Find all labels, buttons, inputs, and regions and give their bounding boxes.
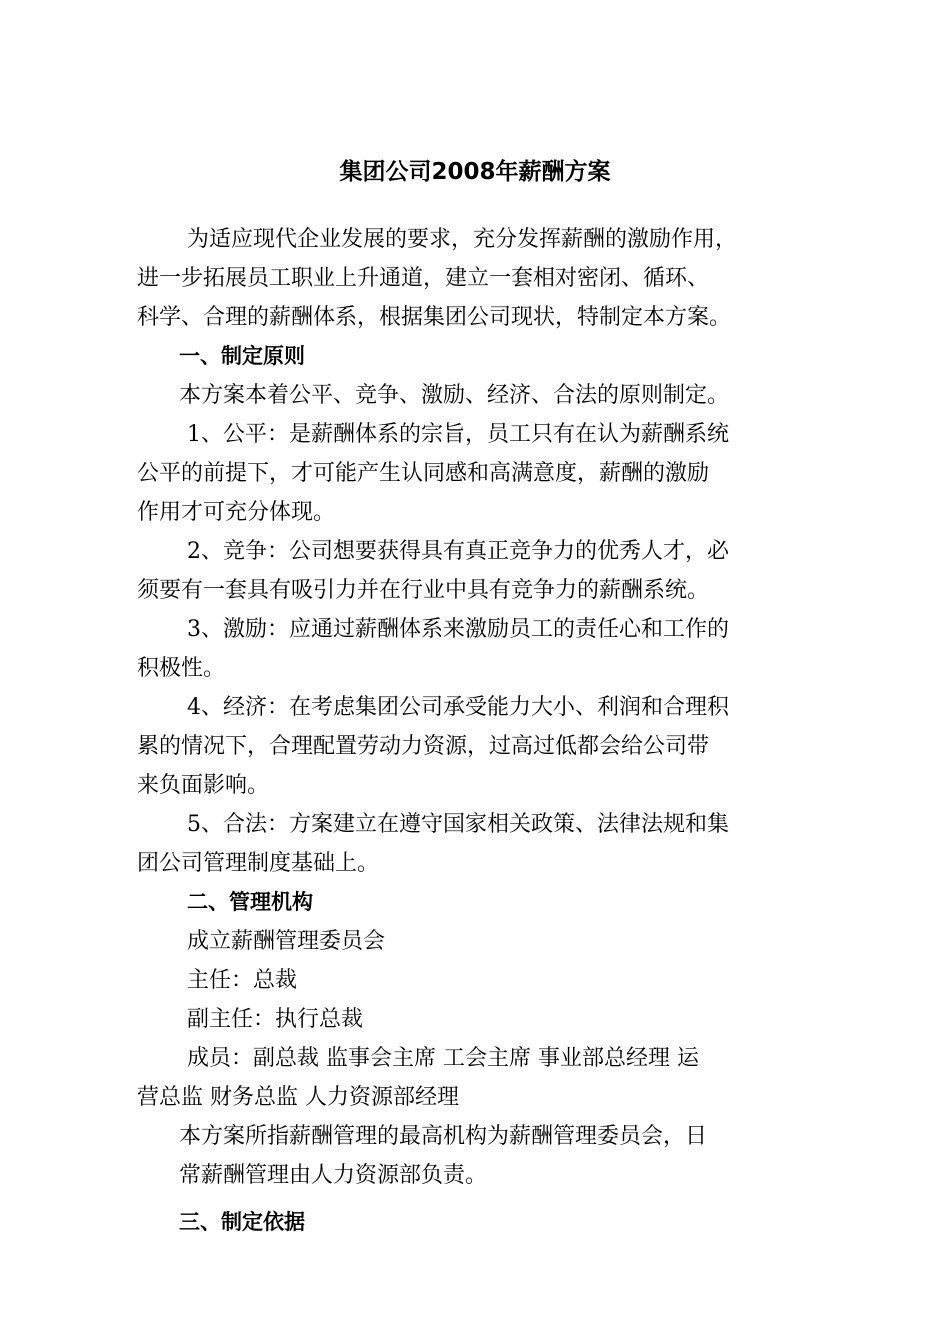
director-line: 主任：总裁 bbox=[187, 968, 298, 993]
intro-paragraph bbox=[137, 220, 827, 337]
text-line: 3、激励：应通过薪酬体系来激励员工的责任心和工作的 bbox=[187, 617, 729, 642]
principle-fairness bbox=[137, 415, 827, 532]
principle-intro: 本方案本着公平、竞争、激励、经济、合法的原则制定。 bbox=[179, 383, 730, 408]
text-line: 为适应现代企业发展的要求，充分发挥薪酬的激励作用， bbox=[187, 227, 738, 252]
document-body bbox=[137, 220, 827, 1242]
text-line: 常薪酬管理由人力资源部负责。 bbox=[179, 1163, 488, 1188]
committee-line: 成立薪酬管理委员会 bbox=[187, 929, 386, 954]
principle-economy bbox=[137, 688, 827, 805]
text-line: 来负面影响。 bbox=[137, 773, 270, 798]
text-line: 成员：副总裁 监事会主席 工会主席 事业部总经理 运 bbox=[187, 1046, 699, 1071]
text-line: 营总监 财务总监 人力资源部经理 bbox=[137, 1085, 459, 1110]
text-line: 作用才可充分体现。 bbox=[137, 500, 336, 525]
document-title: 集团公司2008年薪酬方案 bbox=[339, 159, 611, 185]
text-line: 1、公平：是薪酬体系的宗旨，员工只有在认为薪酬系统 bbox=[187, 422, 729, 447]
members-paragraph bbox=[137, 1039, 827, 1117]
section-heading-2: 二、管理机构 bbox=[187, 890, 313, 914]
text-line: 团公司管理制度基础上。 bbox=[137, 851, 380, 876]
text-line: 4、经济：在考虑集团公司承受能力大小、利润和合理积 bbox=[187, 695, 729, 720]
section-heading-1: 一、制定原则 bbox=[179, 344, 305, 368]
text-line: 进一步拓展员工职业上升通道，建立一套相对密闭、循环、 bbox=[137, 266, 710, 291]
text-line: 科学、合理的薪酬体系，根据集团公司现状，特制定本方案。 bbox=[137, 305, 732, 330]
authority-paragraph bbox=[137, 1117, 827, 1195]
text-line: 本方案所指薪酬管理的最高机构为薪酬管理委员会，日 bbox=[179, 1124, 708, 1149]
text-line: 累的情况下，合理配置劳动力资源，过高过低都会给公司带 bbox=[137, 734, 710, 759]
text-line: 公平的前提下，才可能产生认同感和高满意度，薪酬的激励 bbox=[137, 461, 710, 486]
text-line: 5、合法：方案建立在遵守国家相关政策、法律法规和集 bbox=[187, 812, 729, 837]
principle-legality bbox=[137, 805, 827, 883]
section-heading-3: 三、制定依据 bbox=[179, 1210, 305, 1234]
text-line: 2、竞争：公司想要获得具有真正竞争力的优秀人才，必 bbox=[187, 539, 729, 564]
text-line: 须要有一套具有吸引力并在行业中具有竞争力的薪酬系统。 bbox=[137, 578, 710, 603]
principle-incentive bbox=[137, 610, 827, 688]
text-line: 积极性。 bbox=[137, 656, 226, 681]
vice-director-line: 副主任：执行总裁 bbox=[187, 1007, 364, 1032]
principle-competition bbox=[137, 532, 827, 610]
